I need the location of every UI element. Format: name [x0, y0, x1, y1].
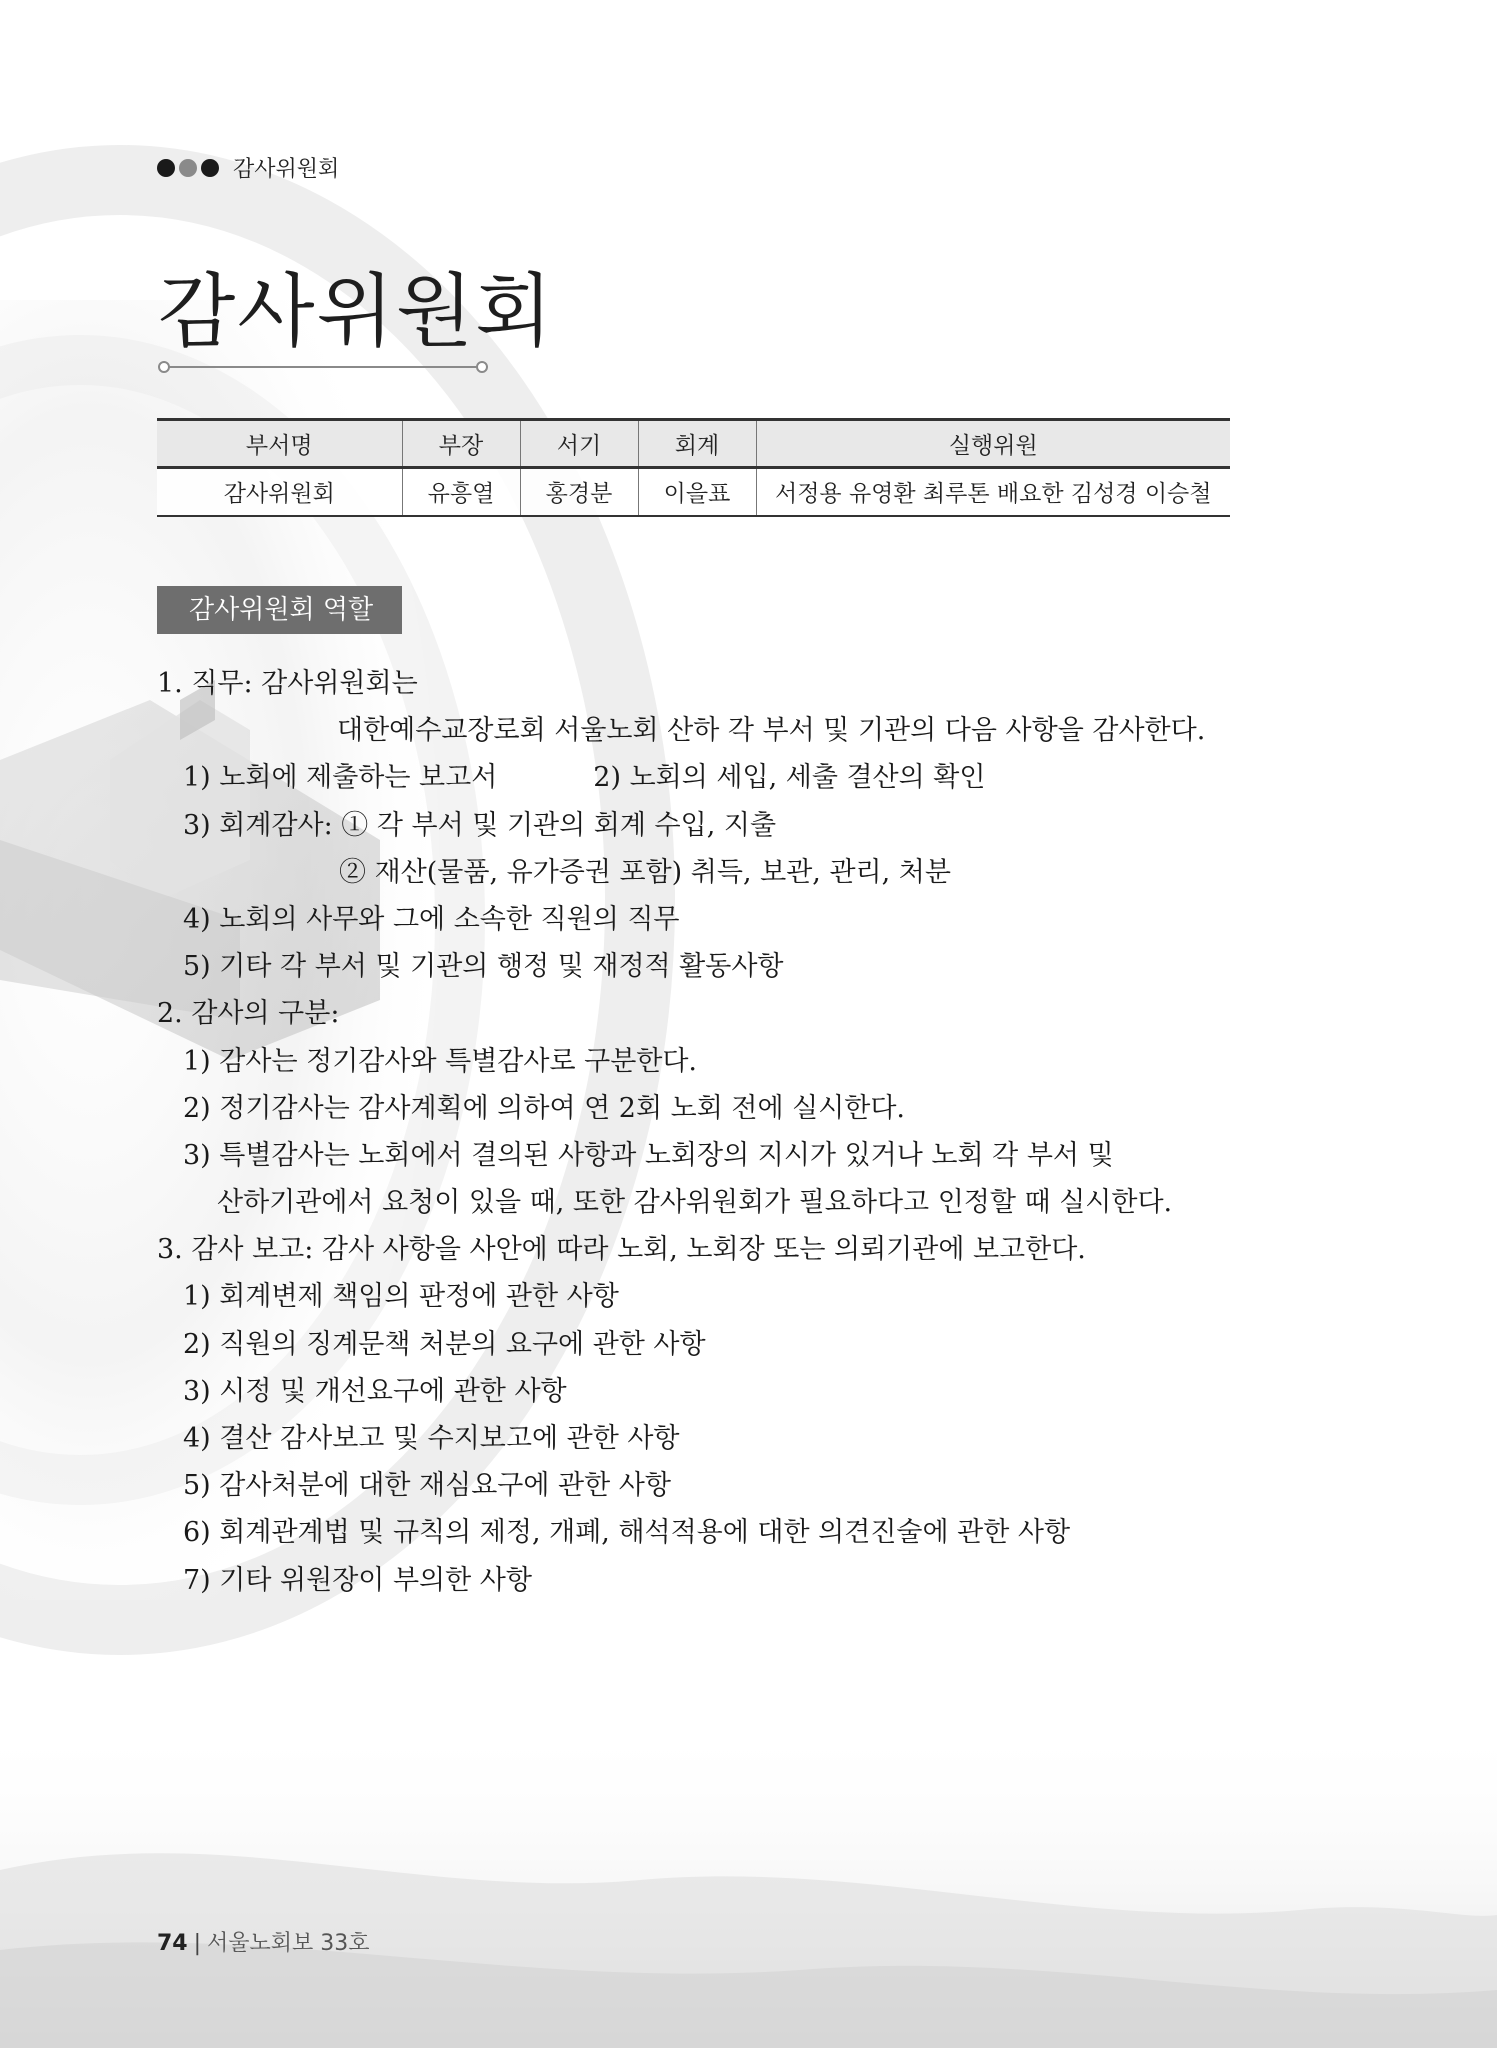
- list-item: 3) 시정 및 개선요구에 관한 사항: [183, 1375, 567, 1407]
- publication-name: 서울노회보 33호: [207, 1931, 370, 1956]
- header-dot-2: [179, 159, 197, 177]
- division-item-3-cont: 산하기관에서 요청이 있을 때, 또한 감사위원회가 필요하다고 인정할 때 실시한다.: [217, 1187, 1173, 1219]
- list-item: 1) 회계변제 책임의 판정에 관한 사항: [183, 1281, 619, 1313]
- duty-item-3: 3) 회계감사: ① 각 부서 및 기관의 회계 수입, 지출: [183, 809, 777, 841]
- list-item: 2) 직원의 징계문책 처분의 요구에 관한 사항: [183, 1328, 706, 1360]
- list-item: 4) 결산 감사보고 및 수지보고에 관한 사항: [183, 1423, 680, 1454]
- page-number: 74: [157, 1931, 188, 1956]
- duty-item-1-2: [157, 754, 1277, 801]
- duty-intro: 대한예수교장로회 서울노회 산하 각 부서 및 기관의 다음 사항을 감사한다.: [337, 715, 1206, 747]
- col-header-secretary: 서기: [520, 420, 638, 468]
- division-item-2: 2) 정기감사는 감사계획에 의하여 연 2회 노회 전에 실시한다.: [183, 1092, 906, 1124]
- division-item-1: 1) 감사는 정기감사와 특별감사로 구분한다.: [183, 1045, 698, 1077]
- header-section-name: 감사위원회: [233, 157, 340, 182]
- list-item: 7) 기타 위원장이 부의한 사항: [183, 1564, 532, 1596]
- cell-head: 유흥열: [402, 468, 520, 516]
- footer-divider: |: [193, 1931, 202, 1956]
- report-heading: 3. 감사 보고: 감사 사항을 사안에 따라 노회, 노회장 또는 의뢰기관에 보고한다.: [157, 1234, 1086, 1266]
- col-header-executive-members: 실행위원: [756, 420, 1230, 468]
- col-header-head: 부장: [402, 420, 520, 468]
- col-header-treasurer: 회계: [638, 420, 756, 468]
- table-header-row: [157, 420, 1230, 468]
- page-footer: [157, 1926, 370, 1957]
- list-item: 5) 감사처분에 대한 재심요구에 관한 사항: [183, 1470, 671, 1502]
- duty-item-3-sub: ② 재산(물품, 유가증권 포함) 취득, 보관, 관리, 처분: [339, 856, 951, 888]
- duty-item-4: 4) 노회의 사무와 그에 소속한 직원의 직무: [183, 903, 680, 935]
- title-underline: [158, 360, 488, 374]
- section-label: 감사위원회 역할: [157, 586, 402, 634]
- division-heading: 2. 감사의 구분:: [157, 998, 340, 1030]
- col-header-department: 부서명: [157, 420, 402, 468]
- header-dot-1: [157, 159, 175, 177]
- duty-item-2: 2) 노회의 세입, 세출 결산의 확인: [593, 762, 986, 794]
- table-row: [157, 468, 1230, 516]
- duty-heading: 1. 직무: 감사위원회는: [157, 668, 418, 699]
- role-content: [157, 660, 1277, 1604]
- list-item: 6) 회계관계법 및 규칙의 제정, 개폐, 해석적용에 대한 의견진술에 관한 사항: [183, 1517, 1071, 1549]
- running-header: [157, 152, 339, 183]
- division-item-3: 3) 특별감사는 노회에서 결의된 사항과 노회장의 지시가 있거나 노회 각 부서 및: [183, 1139, 1114, 1171]
- header-dot-3: [201, 159, 219, 177]
- cell-department: 감사위원회: [157, 468, 402, 516]
- duty-item-1: 1) 노회에 제출하는 보고서: [183, 762, 498, 794]
- cell-treasurer: 이을표: [638, 468, 756, 516]
- cell-executive-members: 서정용 유영환 최루톤 배요한 김성경 이승철: [756, 468, 1230, 516]
- cell-secretary: 홍경분: [520, 468, 638, 516]
- page-title: 감사위원회: [158, 265, 555, 358]
- duty-item-5: 5) 기타 각 부서 및 기관의 행정 및 재정적 활동사항: [183, 951, 784, 983]
- staff-table: [157, 418, 1230, 517]
